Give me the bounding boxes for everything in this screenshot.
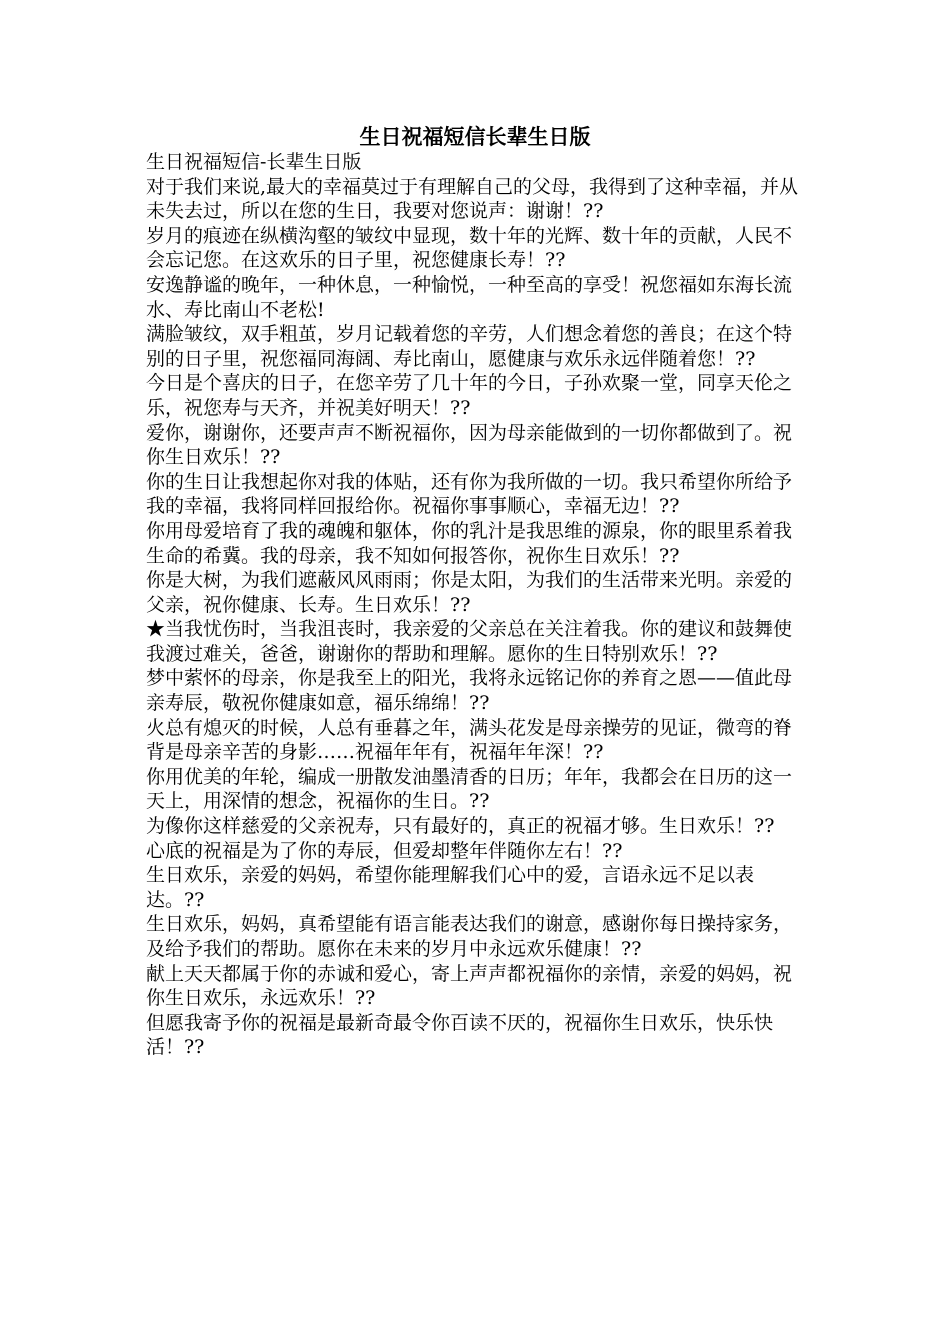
document-body xyxy=(146,150,806,1060)
paragraph: 生日欢乐，亲爱的妈妈，希望你能理解我们心中的爱，言语永远不足以表达。?? xyxy=(146,864,755,911)
document-title: 生日祝福短信长辈生日版 xyxy=(359,124,591,149)
paragraph: 但愿我寄予你的祝福是最新奇最令你百读不厌的，祝福你生日欢乐，快乐快活！?? xyxy=(146,1011,774,1059)
paragraph: 生日祝福短信-长辈生日版 xyxy=(146,151,362,173)
paragraph: 心底的祝福是为了你的寿辰，但爱却整年伴随你左右！?? xyxy=(146,839,623,862)
paragraph: 你用优美的年轮，编成一册散发油墨清香的日历；年年，我都会在日历的这一天上，用深情的想念，祝福你的生日。?? xyxy=(146,765,793,813)
paragraph: 献上天天都属于你的赤诚和爱心，寄上声声都祝福你的亲情，亲爱的妈妈，祝你生日欢乐，永远欢乐！?? xyxy=(146,962,793,1010)
paragraph: 你用母爱培育了我的魂魄和躯体，你的乳汁是我思维的源泉，你的眼里系着我生命的希冀。我的母亲，我不知如何报答你，祝你生日欢乐！?? xyxy=(146,519,793,567)
paragraph: 梦中萦怀的母亲，你是我至上的阳光，我将永远铭记你的养育之恩——值此母亲寿辰，敬祝你健康如意，福乐绵绵！?? xyxy=(146,667,793,715)
paragraph: 你是大树，为我们遮蔽风风雨雨；你是太阳，为我们的生活带来光明。亲爱的父亲，祝你健康、长寿。生日欢乐！?? xyxy=(146,569,793,616)
paragraph: 生日欢乐，妈妈，真希望能有语言能表达我们的谢意，感谢你每日操持家务，及给予我们的帮助。愿你在未来的岁月中永远欢乐健康！?? xyxy=(146,913,793,960)
paragraph: 火总有熄灭的时候，人总有垂暮之年，满头花发是母亲操劳的见证，微弯的脊背是母亲辛苦的身影……祝福年年有，祝福年年深！?? xyxy=(146,716,793,764)
paragraph: 爱你，谢谢你，还要声声不断祝福你，因为母亲能做到的一切你都做到了。祝你生日欢乐！?? xyxy=(146,421,793,469)
paragraph: 岁月的痕迹在纵横沟壑的皱纹中显现，数十年的光辉、数十年的贡献，人民不会忘记您。在这欢乐的日子里，祝您健康长寿！?? xyxy=(146,224,793,272)
paragraph: 安逸静谧的晚年，一种休息，一种愉悦，一种至高的享受！祝您福如东海长流水、寿比南山不老松! xyxy=(146,273,793,321)
paragraph: ★当我忧伤时，当我沮丧时，我亲爱的父亲总在关注着我。你的建议和鼓舞使我渡过难关，爸爸，谢谢你的帮助和理解。愿你的生日特别欢乐！?? xyxy=(146,618,793,665)
paragraph: 为像你这样慈爱的父亲祝寿，只有最好的，真正的祝福才够。生日欢乐！?? xyxy=(146,815,775,838)
paragraph: 对于我们来说,最大的幸福莫过于有理解自己的父母，我得到了这种幸福，并从未失去过，所以在您的生日，我要对您说声：谢谢！?? xyxy=(146,175,799,223)
paragraph: 满脸皱纹，双手粗茧，岁月记载着您的辛劳，人们想念着您的善良；在这个特别的日子里，祝您福同海阔、寿比南山，愿健康与欢乐永远伴随着您！?? xyxy=(146,323,793,370)
paragraph: 你的生日让我想起你对我的体贴，还有你为我所做的一切。我只希望你所给予我的幸福，我将同样回报给你。祝福你事事顺心，幸福无边！?? xyxy=(146,470,793,518)
paragraph: 今日是个喜庆的日子，在您辛劳了几十年的今日，子孙欢聚一堂，同享天伦之乐，祝您寿与天齐，并祝美好明天！?? xyxy=(146,372,793,419)
